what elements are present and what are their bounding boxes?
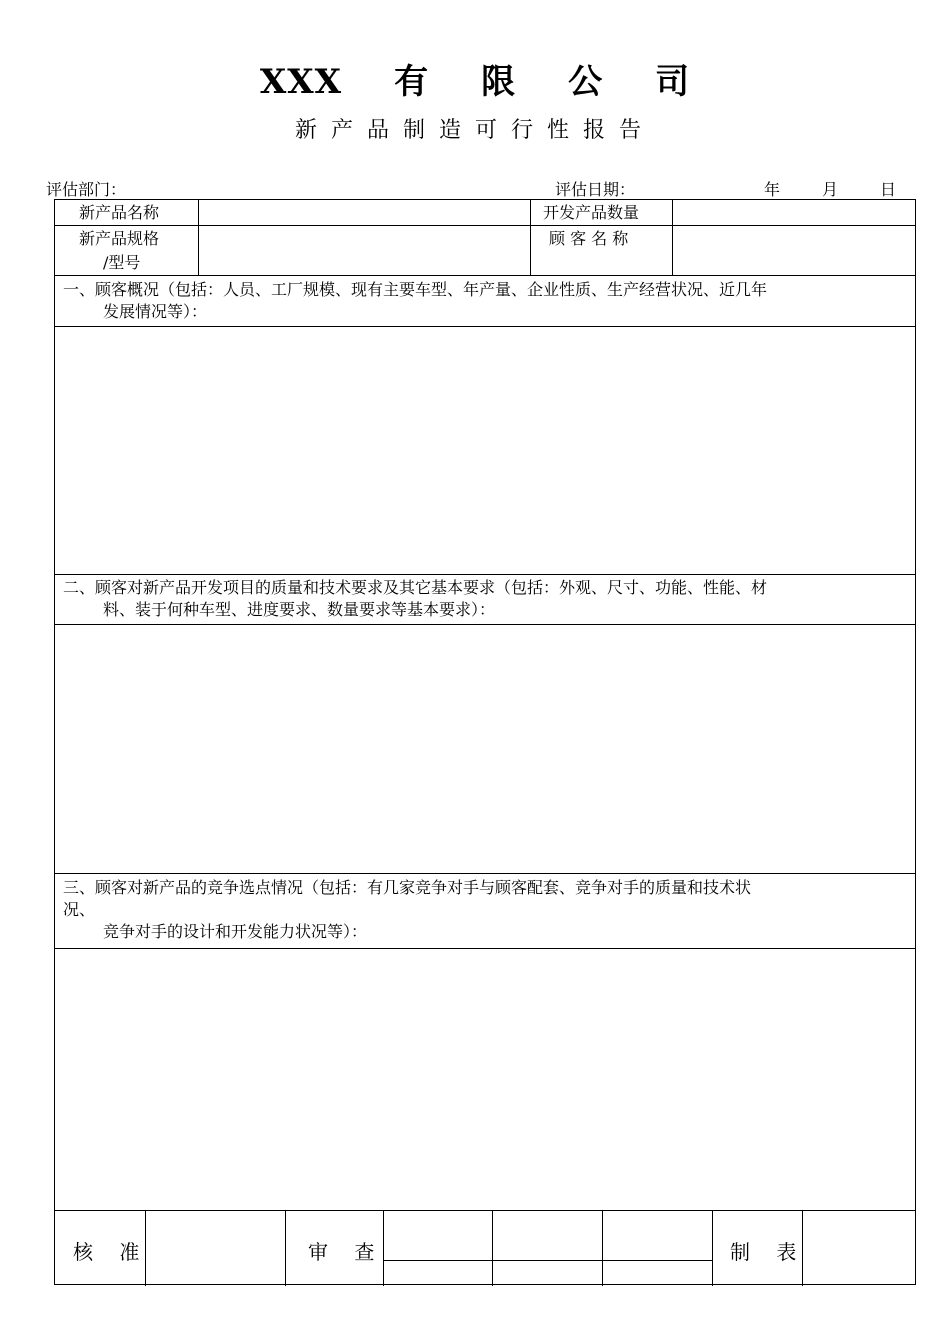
approve-signature-field[interactable] (149, 1214, 281, 1282)
company-name-part: 限 (481, 62, 517, 102)
dept-label: 评估部门： (46, 180, 127, 199)
customer-name-label: 顾 客 名 称 (549, 229, 629, 248)
date-label: 评估日期： (555, 180, 636, 199)
competition-area[interactable] (59, 952, 911, 1206)
review-label: 审 查 (308, 1240, 385, 1264)
prepared-label: 制 表 (730, 1240, 807, 1264)
section-heading-cont: 料、装于何种车型、进度要求、数量要求等基本要求）： (103, 600, 496, 619)
section-heading-cont: 竞争对手的设计和开发能力状况等）： (103, 922, 368, 941)
day-label: 日 (880, 180, 897, 199)
company-name-part: XXX (259, 62, 343, 102)
row-divider (55, 624, 915, 625)
company-name (0, 54, 950, 103)
row-divider (55, 948, 915, 949)
section-heading-cont: 况、 (63, 900, 96, 919)
col-divider (198, 200, 199, 275)
row-divider (55, 574, 915, 575)
section-heading: 二、顾客对新产品开发项目的质量和技术要求及其它基本要求（包括：外观、尺寸、功能、性能、材 (63, 578, 768, 597)
year-label: 年 (764, 180, 781, 199)
section-heading: 三、顾客对新产品的竞争选点情况（包括：有几家竞争对手与顾客配套、竞争对手的质量和技术状 (63, 878, 752, 897)
company-name-part: 公 (568, 62, 604, 102)
company-name-part: 有 (394, 62, 430, 102)
report-title: 新产品制造可行性报告 (294, 118, 655, 143)
product-name-label: 新产品名称 (79, 203, 160, 222)
row-divider (55, 1210, 915, 1211)
company-name-part: 司 (655, 62, 691, 102)
section-heading-cont: 发展情况等）： (103, 302, 208, 321)
col-divider (672, 200, 673, 275)
row-divider (55, 275, 915, 276)
report-form (54, 199, 916, 1285)
approve-label: 核 准 (73, 1240, 150, 1264)
review-signature-field[interactable] (387, 1214, 707, 1282)
row-divider (55, 225, 915, 226)
section-competition (63, 877, 911, 943)
spec-label: 新产品规格 (79, 229, 160, 248)
col-divider (285, 1210, 286, 1286)
row-divider (55, 873, 915, 874)
col-divider (712, 1210, 713, 1286)
section-requirements (63, 577, 911, 621)
customer-overview-area[interactable] (59, 330, 911, 570)
dev-quantity-label: 开发产品数量 (543, 203, 640, 222)
month-label: 月 (822, 180, 839, 199)
requirements-area[interactable] (59, 628, 911, 868)
section-customer-overview (63, 279, 911, 323)
section-heading: 一、顾客概况（包括：人员、工厂规模、现有主要车型、年产量、企业性质、生产经营状况、近几年 (63, 280, 768, 299)
col-divider (530, 200, 531, 275)
row-divider (55, 326, 915, 327)
model-label: /型号 (103, 253, 141, 272)
prepared-signature-field[interactable] (806, 1214, 910, 1282)
